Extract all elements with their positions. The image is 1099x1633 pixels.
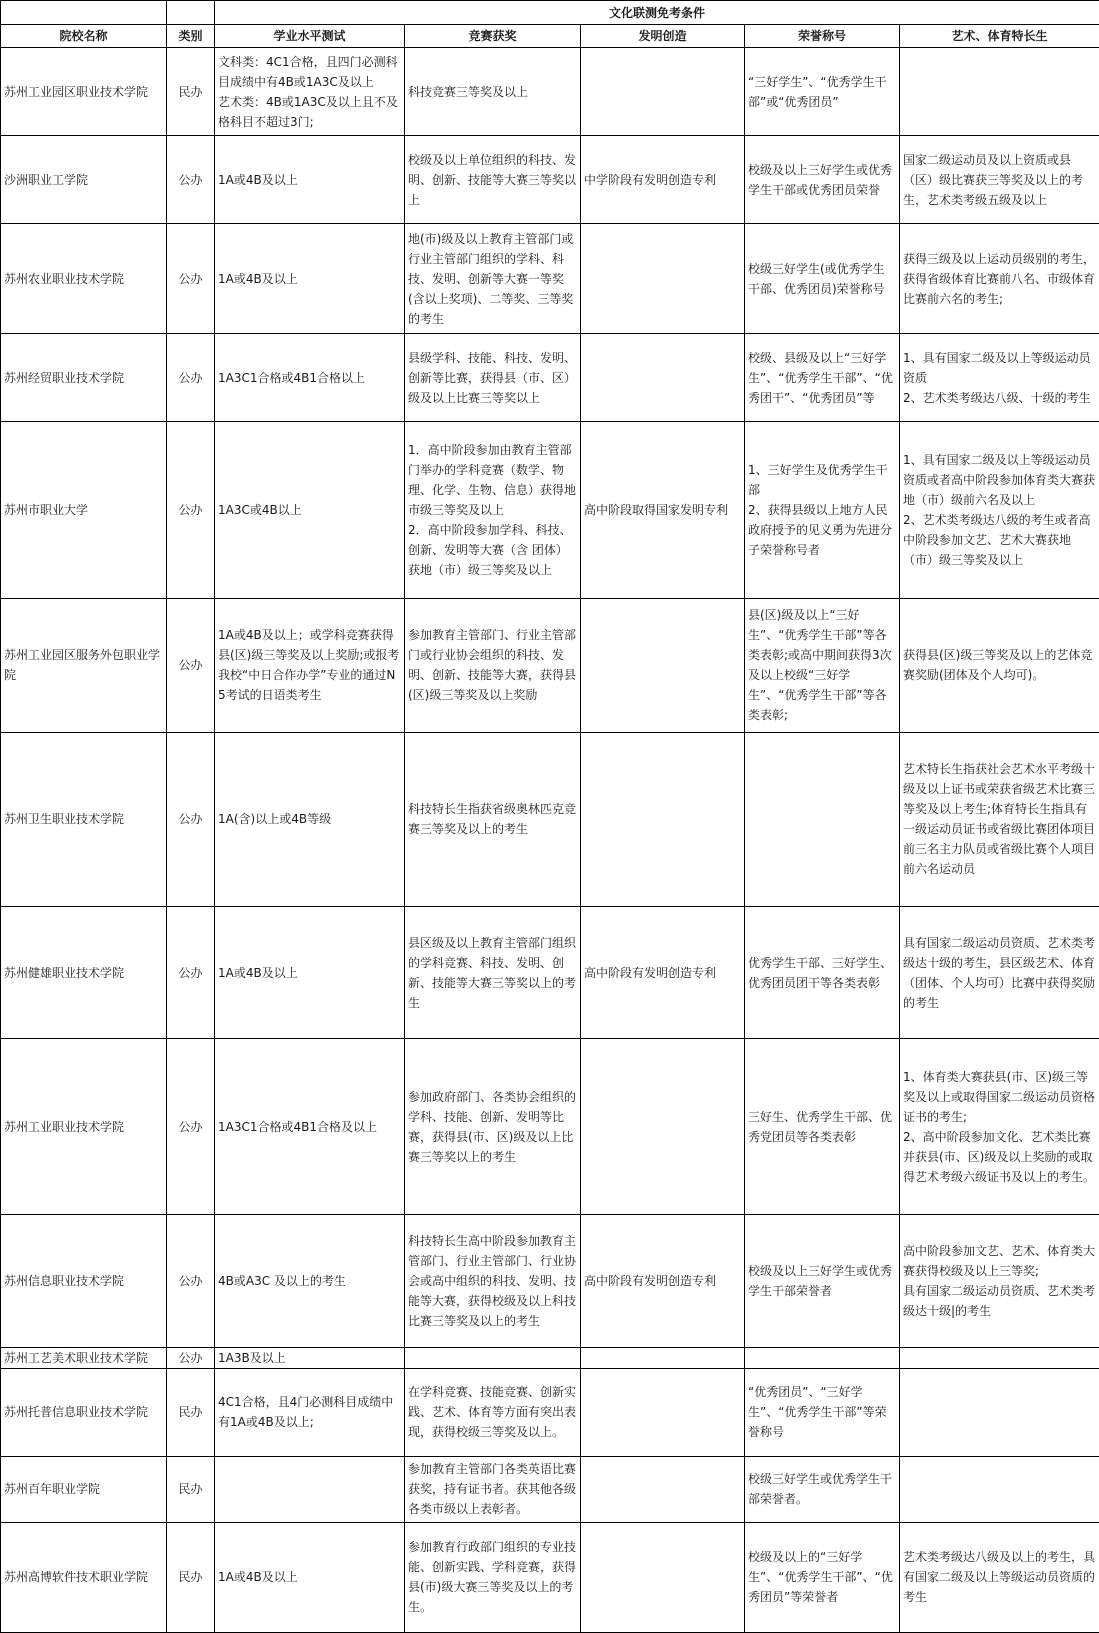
honor-cell: 校级及以上的“三好学生”、“优秀学生干部”、“优秀团员”等荣誉者 <box>745 1522 900 1632</box>
header-invention: 发明创造 <box>581 25 745 48</box>
art-sport-cell: 高中阶段参加文艺、艺术、体育类大赛获得校级及以上三等奖; 具有国家二级运动员资质、艺术类考级达十级|的考生 <box>900 1215 1099 1347</box>
category-cell: 民办 <box>167 48 215 136</box>
invention-cell <box>581 1456 745 1522</box>
art-sport-cell <box>900 1368 1099 1456</box>
school-cell: 沙洲职业工学院 <box>1 136 167 224</box>
academic-cell: 1A或4B及以上；或学科竞赛获得县(区)级三等奖及以上奖励;或报考我校“中日合作办学”专业的通过N5考试的日语类考生 <box>215 598 405 732</box>
school-cell: 苏州农业职业技术学院 <box>1 224 167 334</box>
category-cell: 公办 <box>167 598 215 732</box>
honor-cell: 校级及以上三好学生或优秀学生干部或优秀团员荣誉 <box>745 136 900 224</box>
competition-cell: 1．高中阶段参加由教育主管部门举办的学科竞赛（数学、物理、化学、生物、信息）获得地市级三等奖及以上 2．高中阶段参加学科、科技、创新、发明等大赛（含 团体）获地（市）级三等奖及以上 <box>405 422 581 598</box>
art-sport-cell: 艺术类考级达八级及以上的考生，具有国家二级及以上等级运动员资质的考生 <box>900 1522 1099 1632</box>
column-header-row <box>1 25 1099 48</box>
header-category: 类别 <box>167 25 215 48</box>
table-row <box>1 224 1099 334</box>
table-row <box>1 1215 1099 1347</box>
table-row <box>1 1522 1099 1632</box>
invention-cell <box>581 334 745 422</box>
table-row <box>1 136 1099 224</box>
competition-cell: 科技竞赛三等奖及以上 <box>405 48 581 136</box>
category-cell: 公办 <box>167 136 215 224</box>
school-cell: 苏州高博软件技术职业学院 <box>1 1522 167 1632</box>
honor-cell: 校级、县级及以上“三好学生”、“优秀学生干部”、“优秀团干”、“优秀团员”等 <box>745 334 900 422</box>
invention-cell: 高中阶段取得国家发明专利 <box>581 422 745 598</box>
art-sport-cell: 1、具有国家二级及以上等级运动员资质或者高中阶段参加体育类大赛获地（市）级前六名及以上 2、艺术类考级达八级的考生或者高中阶段参加文艺、艺术大赛获地（市）级三等奖及以上 <box>900 422 1099 598</box>
academic-cell: 4B或A3C 及以上的考生 <box>215 1215 405 1347</box>
academic-cell: 1A3C或4B以上 <box>215 422 405 598</box>
academic-cell: 1A3C1合格或4B1合格及以上 <box>215 1039 405 1215</box>
header-art-sport: 艺术、体育特长生 <box>900 25 1099 48</box>
school-cell: 苏州工业园区职业技术学院 <box>1 48 167 136</box>
category-cell: 公办 <box>167 334 215 422</box>
category-cell: 公办 <box>167 422 215 598</box>
competition-cell: 参加政府部门、各类协会组织的学科、技能、创新、发明等比赛，获得县(市、区)级及以上比赛三等奖以上的考生 <box>405 1039 581 1215</box>
competition-cell: 参加教育行政部门组织的专业技能、创新实践、学科竞赛，获得县(市)级大赛三等奖及以上的考生。 <box>405 1522 581 1632</box>
competition-cell: 科技特长生指获省级奥林匹克竞赛三等奖及以上的考生 <box>405 732 581 906</box>
table-row <box>1 1039 1099 1215</box>
academic-cell: 1A或4B及以上 <box>215 907 405 1039</box>
competition-cell: 参加教育主管部门各类英语比赛获奖，持有证书者。获其他各级各类市级以上表彰者。 <box>405 1456 581 1522</box>
academic-cell: 1A(含)以上或4B等级 <box>215 732 405 906</box>
academic-cell <box>215 1456 405 1522</box>
table-row <box>1 1368 1099 1456</box>
invention-cell: 中学阶段有发明创造专利 <box>581 136 745 224</box>
honor-cell: “优秀团员”、“三好学生”、“优秀学生干部”等荣誉称号 <box>745 1368 900 1456</box>
invention-cell <box>581 1039 745 1215</box>
table-row <box>1 1347 1099 1368</box>
competition-cell: 地(市)级及以上教育主管部门或行业主管部门组织的学科、科技、发明、创新等大赛一等奖(含以上奖项)、二等奖、三等奖的考生 <box>405 224 581 334</box>
honor-cell: 校级三好学生(或优秀学生干部、优秀团员)荣誉称号 <box>745 224 900 334</box>
table-row <box>1 732 1099 906</box>
header-honor: 荣誉称号 <box>745 25 900 48</box>
competition-cell <box>405 1347 581 1368</box>
competition-cell: 县区级及以上教育主管部门组织的学科竞赛、科技、发明、创新、技能等大赛三等奖以上的考生 <box>405 907 581 1039</box>
category-cell: 公办 <box>167 1215 215 1347</box>
academic-cell: 1A3C1合格或4B1合格以上 <box>215 334 405 422</box>
category-cell: 公办 <box>167 1347 215 1368</box>
academic-cell: 1A或4B及以上 <box>215 224 405 334</box>
category-cell: 民办 <box>167 1456 215 1522</box>
school-cell: 苏州信息职业技术学院 <box>1 1215 167 1347</box>
school-cell: 苏州百年职业学院 <box>1 1456 167 1522</box>
art-sport-cell: 1、具有国家二级及以上等级运动员资质 2、艺术类考级达八级、十级的考生 <box>900 334 1099 422</box>
art-sport-cell: 获得三级及以上运动员级别的考生，获得省级体育比赛前八名、市级体育比赛前六名的考生; <box>900 224 1099 334</box>
group-header-row <box>1 1 1099 25</box>
header-academic: 学业水平测试 <box>215 25 405 48</box>
category-cell: 公办 <box>167 1039 215 1215</box>
art-sport-cell: 获得县(区)级三等奖及以上的艺体竞赛奖励(团体及个人均可)。 <box>900 598 1099 732</box>
competition-cell: 校级及以上单位组织的科技、发明、创新、技能等大赛三等奖以上 <box>405 136 581 224</box>
invention-cell <box>581 1347 745 1368</box>
school-cell: 苏州卫生职业技术学院 <box>1 732 167 906</box>
school-cell: 苏州工业园区服务外包职业学院 <box>1 598 167 732</box>
category-cell: 民办 <box>167 1522 215 1632</box>
invention-cell <box>581 48 745 136</box>
honor-cell: 优秀学生干部、三好学生、优秀团员团干等各类表彰 <box>745 907 900 1039</box>
honor-cell: 1、三好学生及优秀学生干部 2、获得县级以上地方人民政府授予的见义勇为先进分子荣誉称号者 <box>745 422 900 598</box>
honor-cell <box>745 732 900 906</box>
school-cell: 苏州经贸职业技术学院 <box>1 334 167 422</box>
invention-cell <box>581 732 745 906</box>
academic-cell: 1A或4B及以上 <box>215 1522 405 1632</box>
art-sport-cell: 国家二级运动员及以上资质或县（区）级比赛获三等奖及以上的考生，艺术类考级五级及以上 <box>900 136 1099 224</box>
academic-cell: 4C1合格，且4门必测科目成绩中有1A或4B及以上; <box>215 1368 405 1456</box>
invention-cell: 高中阶段有发明创造专利 <box>581 1215 745 1347</box>
art-sport-cell: 具有国家二级运动员资质、艺术类考级达十级的考生，县区级艺术、体育（团体、个人均可）比赛中获得奖励的考生 <box>900 907 1099 1039</box>
invention-cell <box>581 224 745 334</box>
category-cell: 民办 <box>167 1368 215 1456</box>
honor-cell: 校级及以上三好学生或优秀学生干部荣誉者 <box>745 1215 900 1347</box>
art-sport-cell <box>900 48 1099 136</box>
table-row <box>1 422 1099 598</box>
group-title: 文化联测免考条件 <box>215 1 1099 25</box>
school-cell: 苏州托普信息职业技术学院 <box>1 1368 167 1456</box>
art-sport-cell: 艺术特长生指获社会艺术水平考级十级及以上证书或荣获省级艺术比赛三等奖及以上考生;体育特长生指具有一级运动员证书或省级比赛团体项目前三名主力队员或省级比赛个人项目前六名运动员 <box>900 732 1099 906</box>
invention-cell <box>581 598 745 732</box>
invention-cell <box>581 1522 745 1632</box>
school-cell: 苏州健雄职业技术学院 <box>1 907 167 1039</box>
academic-cell: 1A3B及以上 <box>215 1347 405 1368</box>
invention-cell <box>581 1368 745 1456</box>
blank-header-cell <box>1 1 167 25</box>
competition-cell: 科技特长生高中阶段参加教育主管部门、行业主管部门、行业协会或高中组织的科技、发明、技能等大赛，获得校级及以上科技比赛三等奖及以上的考生 <box>405 1215 581 1347</box>
school-cell: 苏州工艺美术职业技术学院 <box>1 1347 167 1368</box>
header-school: 院校名称 <box>1 25 167 48</box>
competition-cell: 县级学科、技能、科技、发明、创新等比赛，获得县（市、区）级及以上比赛三等奖以上 <box>405 334 581 422</box>
category-cell: 公办 <box>167 732 215 906</box>
blank-header-cell <box>167 1 215 25</box>
honor-cell <box>745 1347 900 1368</box>
academic-cell: 1A或4B及以上 <box>215 136 405 224</box>
honor-cell: 县(区)级及以上“三好生”、“优秀学生干部”等各类表彰;或高中期间获得3次及以上校级“三好学生”、“优秀学生干部”等各类表彰; <box>745 598 900 732</box>
table-row <box>1 334 1099 422</box>
competition-cell: 在学科竞赛、技能竞赛、创新实践、艺术、体育等方面有突出表现，获得校级三等奖及以上。 <box>405 1368 581 1456</box>
honor-cell: “三好学生”、“优秀学生干部”或“优秀团员” <box>745 48 900 136</box>
table-row <box>1 907 1099 1039</box>
competition-cell: 参加教育主管部门、行业主管部门或行业协会组织的科技、发明、创新、技能等大赛，获得县(区)级三等奖及以上奖励 <box>405 598 581 732</box>
category-cell: 公办 <box>167 907 215 1039</box>
invention-cell: 高中阶段有发明创造专利 <box>581 907 745 1039</box>
art-sport-cell <box>900 1347 1099 1368</box>
table-row <box>1 48 1099 136</box>
academic-cell: 文科类：4C1合格，且四门必测科目成绩中有4B或1A3C及以上 艺术类：4B或1A3C及以上且不及格科目不超过3门; <box>215 48 405 136</box>
honor-cell: 三好生、优秀学生干部、优秀党团员等各类表彰 <box>745 1039 900 1215</box>
table-row <box>1 1456 1099 1522</box>
art-sport-cell: 1、体育类大赛获县(市、区)级三等奖及以上或取得国家二级运动员资格证书的考生; 2、高中阶段参加文化、艺术类比赛并获县(市、区)级及以上奖励的或取得艺术考级六级证书及以上的考生。 <box>900 1039 1099 1215</box>
category-cell: 公办 <box>167 224 215 334</box>
honor-cell: 校级三好学生或优秀学生干部荣誉者。 <box>745 1456 900 1522</box>
header-competition: 竞赛获奖 <box>405 25 581 48</box>
school-cell: 苏州市职业大学 <box>1 422 167 598</box>
table-row <box>1 598 1099 732</box>
art-sport-cell <box>900 1456 1099 1522</box>
school-cell: 苏州工业职业技术学院 <box>1 1039 167 1215</box>
